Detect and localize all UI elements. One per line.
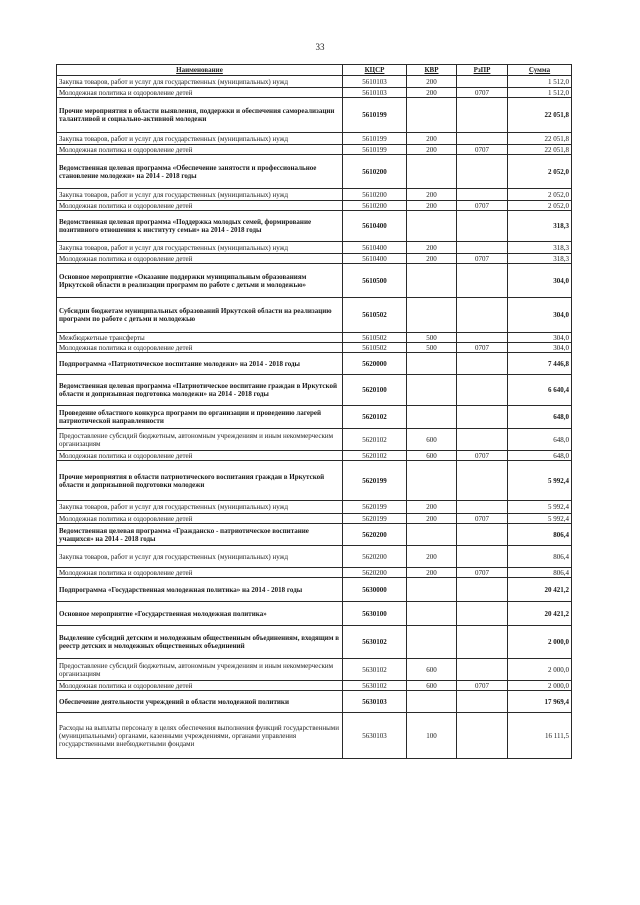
cell-name: Прочие мероприятия в области патриотического воспитания граждан в Иркутской области и допризывной подготовки молодежи <box>57 461 343 501</box>
cell-rzpr <box>457 353 508 375</box>
table-row <box>57 713 572 759</box>
cell-name: Основное мероприятие «Государственная молодежная политика» <box>57 602 343 626</box>
cell-sum: 2 000,0 <box>508 626 572 659</box>
cell-rzpr: 0707 <box>457 451 508 461</box>
cell-sum: 2 052,0 <box>508 189 572 201</box>
header-name: Наименование <box>57 65 343 76</box>
cell-name: Молодежная политика и оздоровление детей <box>57 88 343 98</box>
cell-sum: 318,3 <box>508 254 572 264</box>
cell-sum: 318,3 <box>508 242 572 254</box>
table-row <box>57 333 572 343</box>
table-row <box>57 406 572 429</box>
cell-name: Молодежная политика и оздоровление детей <box>57 451 343 461</box>
cell-sum: 2 052,0 <box>508 155 572 189</box>
table-row <box>57 76 572 88</box>
cell-kvr: 200 <box>407 501 457 514</box>
cell-kvr <box>407 691 457 713</box>
cell-kcsr: 5610502 <box>343 343 407 353</box>
table-row <box>57 429 572 451</box>
cell-kcsr: 5630000 <box>343 578 407 602</box>
cell-sum: 1 512,0 <box>508 76 572 88</box>
cell-kvr: 600 <box>407 429 457 451</box>
cell-rzpr <box>457 659 508 681</box>
cell-sum: 304,0 <box>508 343 572 353</box>
cell-name: Закупка товаров, работ и услуг для государственных (муниципальных) нужд <box>57 189 343 201</box>
cell-rzpr <box>457 546 508 568</box>
table-row <box>57 211 572 242</box>
cell-kcsr: 5620199 <box>343 514 407 524</box>
cell-sum: 5 992,4 <box>508 514 572 524</box>
cell-rzpr: 0707 <box>457 568 508 578</box>
cell-kvr: 500 <box>407 333 457 343</box>
cell-kcsr: 5620100 <box>343 375 407 406</box>
cell-kcsr: 5630102 <box>343 626 407 659</box>
cell-kcsr: 5620102 <box>343 429 407 451</box>
cell-kvr <box>407 375 457 406</box>
cell-name: Ведомственная целевая программа «Обеспечение занятости и профессиональное становление молодежи» на 2014 - 2018 годы <box>57 155 343 189</box>
cell-name: Субсидии бюджетам муниципальных образований Иркутской области на реализацию программ по работе с детьми и молодежью <box>57 298 343 333</box>
cell-rzpr <box>457 461 508 501</box>
cell-kcsr: 5620199 <box>343 461 407 501</box>
cell-kvr: 200 <box>407 145 457 155</box>
cell-name: Закупка товаров, работ и услуг для государственных (муниципальных) нужд <box>57 133 343 145</box>
cell-kvr: 500 <box>407 343 457 353</box>
cell-kvr: 200 <box>407 76 457 88</box>
cell-kcsr: 5620199 <box>343 501 407 514</box>
cell-sum: 648,0 <box>508 451 572 461</box>
table-row <box>57 659 572 681</box>
table-row <box>57 568 572 578</box>
cell-kcsr: 5630102 <box>343 659 407 681</box>
cell-kvr: 600 <box>407 659 457 681</box>
budget-table <box>56 64 572 759</box>
table-row <box>57 626 572 659</box>
cell-kvr: 200 <box>407 242 457 254</box>
cell-rzpr <box>457 375 508 406</box>
cell-name: Молодежная политика и оздоровление детей <box>57 681 343 691</box>
table-row <box>57 133 572 145</box>
table-row <box>57 254 572 264</box>
cell-kvr: 100 <box>407 713 457 759</box>
cell-rzpr <box>457 155 508 189</box>
cell-kvr: 200 <box>407 254 457 264</box>
cell-rzpr <box>457 133 508 145</box>
cell-name: Обеспечение деятельности учреждений в области молодежной политики <box>57 691 343 713</box>
table-body <box>57 76 572 759</box>
cell-rzpr: 0707 <box>457 681 508 691</box>
cell-name: Закупка товаров, работ и услуг для государственных (муниципальных) нужд <box>57 76 343 88</box>
cell-kvr <box>407 461 457 501</box>
cell-rzpr: 0707 <box>457 514 508 524</box>
cell-name: Предоставление субсидий бюджетным, автономным учреждениям и иным некоммерческим организациям <box>57 429 343 451</box>
table-header-row <box>57 65 572 76</box>
cell-sum: 806,4 <box>508 546 572 568</box>
cell-kcsr: 5610199 <box>343 145 407 155</box>
cell-name: Молодежная политика и оздоровление детей <box>57 343 343 353</box>
cell-name: Межбюджетные трансферты <box>57 333 343 343</box>
cell-sum: 17 969,4 <box>508 691 572 713</box>
cell-kvr <box>407 264 457 298</box>
cell-kvr: 200 <box>407 546 457 568</box>
cell-kcsr: 5620200 <box>343 546 407 568</box>
cell-sum: 20 421,2 <box>508 578 572 602</box>
table-row <box>57 155 572 189</box>
cell-name: Ведомственная целевая программа «Поддержка молодых семей, формирование позитивного отношения к институту семьи» на 2014 - 2018 годы <box>57 211 343 242</box>
cell-kcsr: 5610400 <box>343 242 407 254</box>
table-row <box>57 375 572 406</box>
cell-sum: 7 446,8 <box>508 353 572 375</box>
cell-sum: 304,0 <box>508 333 572 343</box>
table-row <box>57 681 572 691</box>
cell-kcsr: 5620000 <box>343 353 407 375</box>
table-row <box>57 353 572 375</box>
table-row <box>57 501 572 514</box>
cell-rzpr <box>457 691 508 713</box>
cell-name: Выделение субсидий детским и молодежным общественным объединениям, входящим в реестр детских и молодежных общественных объединений <box>57 626 343 659</box>
cell-kcsr: 5630100 <box>343 602 407 626</box>
cell-name: Молодежная политика и оздоровление детей <box>57 254 343 264</box>
cell-sum: 304,0 <box>508 298 572 333</box>
cell-kcsr: 5610103 <box>343 76 407 88</box>
cell-sum: 5 992,4 <box>508 501 572 514</box>
cell-kcsr: 5630103 <box>343 713 407 759</box>
table-row <box>57 602 572 626</box>
cell-sum: 1 512,0 <box>508 88 572 98</box>
cell-kvr <box>407 626 457 659</box>
cell-kvr <box>407 98 457 133</box>
header-kcsr: КЦСР <box>343 65 407 76</box>
cell-kvr: 200 <box>407 189 457 201</box>
cell-name: Проведение областного конкурса программ по организации и проведению лагерей патриотической направленности <box>57 406 343 429</box>
cell-sum: 16 111,5 <box>508 713 572 759</box>
cell-sum: 22 051,8 <box>508 145 572 155</box>
cell-sum: 20 421,2 <box>508 602 572 626</box>
page-number: 33 <box>315 42 325 52</box>
cell-rzpr: 0707 <box>457 343 508 353</box>
cell-name: Основное мероприятие «Оказание поддержки муниципальным образованиям Иркутской области в реализации программ по работе с детьми и молодежью» <box>57 264 343 298</box>
cell-kcsr: 5610200 <box>343 189 407 201</box>
table-row <box>57 524 572 546</box>
cell-kcsr: 5610502 <box>343 298 407 333</box>
cell-kcsr: 5630103 <box>343 691 407 713</box>
table-row <box>57 514 572 524</box>
cell-kcsr: 5620200 <box>343 568 407 578</box>
cell-rzpr <box>457 189 508 201</box>
cell-kcsr: 5610400 <box>343 211 407 242</box>
cell-name: Предоставление субсидий бюджетным, автономным учреждениям и иным некоммерческим организациям <box>57 659 343 681</box>
cell-rzpr <box>457 713 508 759</box>
cell-name: Прочие мероприятия в области выявления, поддержки и обеспечения самореализации талантливой и социально-активной молодежи <box>57 98 343 133</box>
cell-kcsr: 5610502 <box>343 333 407 343</box>
cell-sum: 2 052,0 <box>508 201 572 211</box>
cell-rzpr <box>457 578 508 602</box>
cell-kvr <box>407 211 457 242</box>
table-row <box>57 189 572 201</box>
cell-kvr: 200 <box>407 88 457 98</box>
cell-kvr <box>407 298 457 333</box>
cell-kcsr: 5630102 <box>343 681 407 691</box>
cell-kvr <box>407 524 457 546</box>
cell-sum: 318,3 <box>508 211 572 242</box>
cell-sum: 5 992,4 <box>508 461 572 501</box>
cell-rzpr <box>457 429 508 451</box>
cell-name: Закупка товаров, работ и услуг для государственных (муниципальных) нужд <box>57 501 343 514</box>
cell-sum: 648,0 <box>508 429 572 451</box>
table-row <box>57 145 572 155</box>
cell-rzpr <box>457 406 508 429</box>
cell-kcsr: 5610199 <box>343 133 407 145</box>
cell-kvr: 200 <box>407 514 457 524</box>
cell-kvr <box>407 353 457 375</box>
cell-name: Молодежная политика и оздоровление детей <box>57 514 343 524</box>
header-rzpr: РзПР <box>457 65 508 76</box>
table-row <box>57 451 572 461</box>
cell-rzpr <box>457 98 508 133</box>
table-row <box>57 546 572 568</box>
cell-rzpr <box>457 524 508 546</box>
cell-name: Ведомственная целевая программа «Гражданско - патриотическое воспитание учащихся» на 2014 - 2018 годы <box>57 524 343 546</box>
cell-name: Подпрограмма «Патриотическое воспитание молодежи» на 2014 - 2018 годы <box>57 353 343 375</box>
cell-kvr: 600 <box>407 681 457 691</box>
cell-kvr <box>407 406 457 429</box>
cell-name: Молодежная политика и оздоровление детей <box>57 201 343 211</box>
cell-rzpr <box>457 242 508 254</box>
cell-rzpr: 0707 <box>457 254 508 264</box>
table-row <box>57 343 572 353</box>
cell-kvr <box>407 155 457 189</box>
table-row <box>57 201 572 211</box>
cell-kcsr: 5610200 <box>343 155 407 189</box>
cell-sum: 304,0 <box>508 264 572 298</box>
cell-name: Подпрограмма «Государственная молодежная политика» на 2014 - 2018 годы <box>57 578 343 602</box>
table-row <box>57 88 572 98</box>
cell-rzpr <box>457 211 508 242</box>
table-row <box>57 242 572 254</box>
table-row <box>57 461 572 501</box>
cell-name: Закупка товаров, работ и услуг для государственных (муниципальных) нужд <box>57 242 343 254</box>
cell-kvr: 200 <box>407 133 457 145</box>
cell-rzpr <box>457 76 508 88</box>
cell-name: Молодежная политика и оздоровление детей <box>57 568 343 578</box>
cell-rzpr: 0707 <box>457 88 508 98</box>
cell-kcsr: 5620102 <box>343 406 407 429</box>
cell-rzpr <box>457 298 508 333</box>
header-kvr: КВР <box>407 65 457 76</box>
table-row <box>57 264 572 298</box>
table-row <box>57 578 572 602</box>
cell-kcsr: 5610103 <box>343 88 407 98</box>
cell-kcsr: 5610199 <box>343 98 407 133</box>
cell-rzpr <box>457 264 508 298</box>
cell-rzpr <box>457 333 508 343</box>
cell-sum: 806,4 <box>508 568 572 578</box>
cell-rzpr <box>457 626 508 659</box>
cell-rzpr <box>457 501 508 514</box>
cell-name: Расходы на выплаты персоналу в целях обеспечения выполнения функций государственными (муниципальными) органами, казенными учреждениями, органами управления государственными внебюджетными фондами <box>57 713 343 759</box>
table-row <box>57 98 572 133</box>
header-sum: Сумма <box>508 65 572 76</box>
cell-name: Молодежная политика и оздоровление детей <box>57 145 343 155</box>
cell-kvr <box>407 602 457 626</box>
cell-name: Ведомственная целевая программа «Патриотическое воспитание граждан в Иркутской области и допризывная подготовка молодежи» на 2014 - 2018 годы <box>57 375 343 406</box>
cell-kcsr: 5620200 <box>343 524 407 546</box>
cell-kcsr: 5610200 <box>343 201 407 211</box>
cell-kvr: 600 <box>407 451 457 461</box>
cell-rzpr: 0707 <box>457 201 508 211</box>
cell-sum: 2 000,0 <box>508 659 572 681</box>
cell-kcsr: 5610400 <box>343 254 407 264</box>
cell-kvr: 200 <box>407 201 457 211</box>
cell-sum: 806,4 <box>508 524 572 546</box>
cell-rzpr <box>457 602 508 626</box>
cell-rzpr: 0707 <box>457 145 508 155</box>
cell-sum: 2 000,0 <box>508 681 572 691</box>
cell-sum: 6 640,4 <box>508 375 572 406</box>
cell-kcsr: 5610500 <box>343 264 407 298</box>
cell-kvr <box>407 578 457 602</box>
table-row <box>57 691 572 713</box>
table-row <box>57 298 572 333</box>
cell-sum: 648,0 <box>508 406 572 429</box>
cell-name: Закупка товаров, работ и услуг для государственных (муниципальных) нужд <box>57 546 343 568</box>
cell-kcsr: 5620102 <box>343 451 407 461</box>
cell-sum: 22 051,8 <box>508 98 572 133</box>
cell-sum: 22 051,8 <box>508 133 572 145</box>
cell-kvr: 200 <box>407 568 457 578</box>
